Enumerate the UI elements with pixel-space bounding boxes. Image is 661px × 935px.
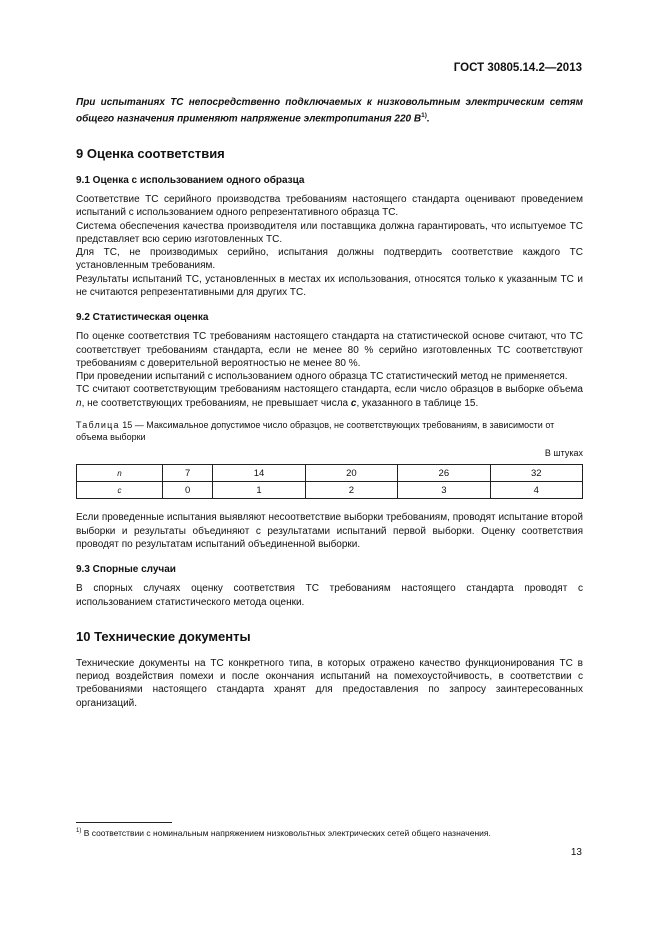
- s91-paragraph: Система обеспечения качества производителя или поставщика должна гарантировать, что испытуемое ТС представляет всю серию изготовленных ТС.: [76, 220, 583, 245]
- section-9-2-title: 9.2 Статистическая оценка: [76, 312, 209, 324]
- s92-p3-text: , не соответствующих требованиям, не превышает числа: [81, 397, 351, 409]
- footnote: [76, 828, 491, 838]
- section-10-title: 10 Технические документы: [76, 628, 251, 644]
- section-9-3-title: 9.3 Спорные случаи: [76, 564, 176, 576]
- footnote-divider: [76, 822, 172, 823]
- s92-p3-text: , указанного в таблице 15.: [356, 397, 479, 409]
- footnote-mark: 1): [76, 828, 82, 835]
- table-cell: 4: [490, 482, 582, 499]
- row-label-n: n: [77, 465, 163, 482]
- table-cell: 26: [398, 465, 490, 482]
- table-cell: 3: [398, 482, 490, 499]
- after-table-paragraph: Если проведенные испытания выявляют несоответствие выборки требованиям, проводят испытание второй выборки и результаты объединяют с результатами испытаний первой выборки. Оценку соответствия проводят по результатам испытаний объединенной выборки.: [76, 512, 583, 550]
- s92-paragraph: По оценке соответствия ТС требованиям настоящего стандарта на статистической основе считают, что ТС соответствует требованиям стандарта, если не менее 80 % серийно изготовленных ТС соответствуют требованиям с доверительной вероятностью не менее 80 %.: [76, 331, 583, 369]
- table-row: [77, 482, 583, 499]
- s92-paragraph: [76, 383, 583, 410]
- intro-paragraph: [76, 96, 583, 126]
- section-9-title: 9 Оценка соответствия: [76, 145, 225, 161]
- footnote-text: В соответствии с номинальным напряжением низковольтных электрических сетей общего назначения.: [81, 828, 491, 838]
- table-cell: 20: [305, 465, 397, 482]
- table-cell: 7: [163, 465, 213, 482]
- table-caption-text: 15 — Максимальное допустимое число образцов, не соответствующих требованиям, в зависимости от объема выборки: [76, 420, 555, 443]
- table-row: [77, 465, 583, 482]
- var-c: c: [350, 397, 357, 409]
- s10-paragraph: Технические документы на ТС конкретного типа, в которых отражено качество функционирования ТС в период воздействия помехи и после окончания испытаний на помехоустойчивость, в соответствии с требованиями настоящего стандарта хранят для предоставления по запросу заинтересованных организаций.: [76, 657, 583, 709]
- table-caption-prefix: Таблица: [76, 420, 120, 431]
- var-n: n: [76, 397, 82, 409]
- s93-paragraph: В спорных случаях оценку соответствия ТС требованиям настоящего стандарта проводят с использованием статистического метода оценки.: [76, 583, 583, 608]
- table-caption: [76, 419, 583, 443]
- sample-table: [76, 464, 583, 499]
- section-9-1-title: 9.1 Оценка с использованием одного образца: [76, 174, 305, 186]
- intro-end: .: [426, 113, 430, 125]
- s91-paragraph: Соответствие ТС серийного производства требованиям настоящего стандарта оценивают проведением испытаний с использованием одного репрезентативного образца ТС.: [76, 193, 583, 219]
- intro-text: При испытаниях ТС непосредственно подключаемых к низковольтным электрическим сетям общего назначения применяют напряжение электропитания 220 В: [76, 97, 583, 125]
- standard-header: ГОСТ 30805.14.2—2013: [453, 62, 582, 74]
- s91-paragraph: Для ТС, не производимых серийно, испытания должны подтвердить соответствие каждого ТС установленным требованиям.: [76, 247, 583, 272]
- s92-paragraph: При проведении испытаний с использованием одного образца ТС статистический метод не применяется.: [76, 371, 568, 383]
- s91-paragraph: Результаты испытаний ТС, установленных в местах их использования, относятся только к указанным ТС и не считаются репрезентативными для других ТС.: [76, 273, 583, 298]
- intro-footnote-mark: 1): [421, 112, 427, 120]
- table-cell: 32: [490, 465, 582, 482]
- table-cell: 14: [213, 465, 305, 482]
- table-cell: 2: [305, 482, 397, 499]
- page-body: [76, 96, 583, 710]
- row-label-c: c: [77, 482, 163, 499]
- table-unit: В штуках: [544, 448, 583, 459]
- s92-p3-text: ТС считают соответствующим требованиям настоящего стандарта, если число образцов в выборке объема: [76, 384, 583, 396]
- table-cell: 1: [213, 482, 305, 499]
- page-number: 13: [570, 847, 582, 858]
- table-cell: 0: [163, 482, 213, 499]
